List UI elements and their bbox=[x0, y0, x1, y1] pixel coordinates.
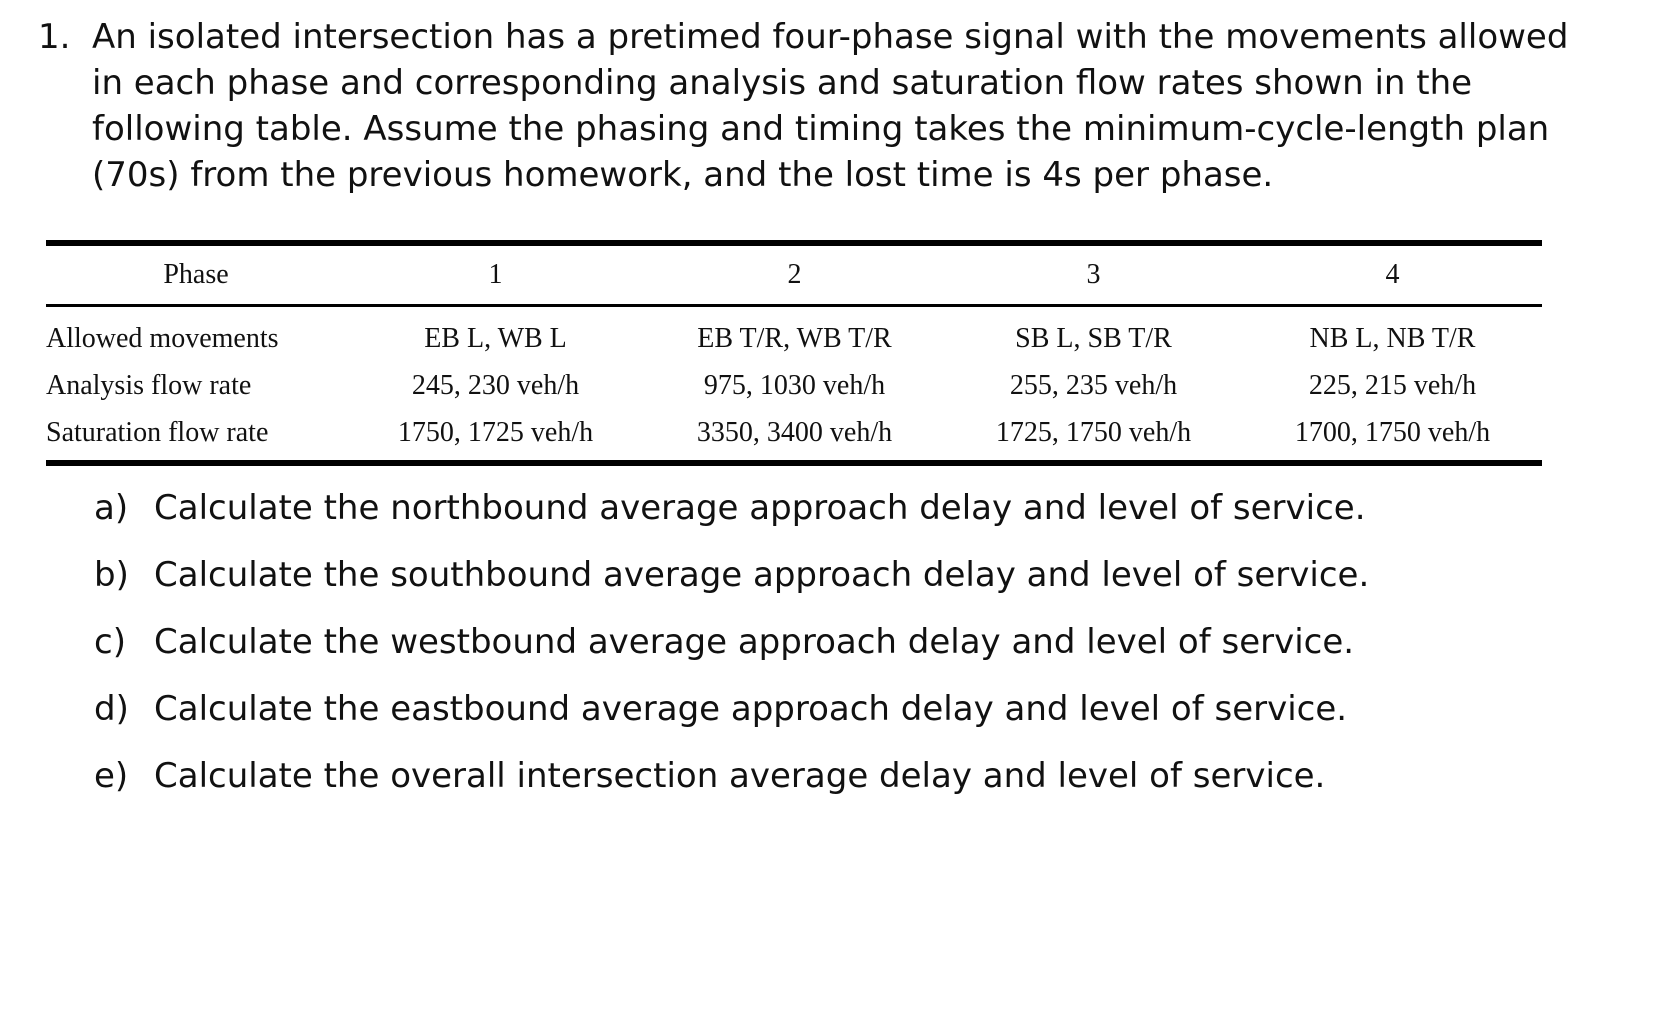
table-row-saturation-flow-rate bbox=[46, 409, 1542, 463]
table-cell: 225, 215 veh/h bbox=[1308, 369, 1477, 401]
table-header-phase-2: 2 bbox=[787, 259, 802, 290]
row-label: Analysis flow rate bbox=[46, 369, 252, 401]
question-text: Calculate the westbound average approach delay and level of service. bbox=[154, 622, 1355, 662]
question-item-b bbox=[94, 552, 1369, 619]
question-letter: d) bbox=[94, 689, 129, 729]
question-item-a bbox=[94, 485, 1369, 552]
table-cell: SB L, SB T/R bbox=[1015, 322, 1172, 354]
table-cell: 1725, 1750 veh/h bbox=[995, 416, 1192, 448]
table-cell: EB L, WB L bbox=[424, 322, 567, 354]
question-text: Calculate the southbound average approach delay and level of service. bbox=[154, 555, 1370, 595]
table-row-analysis-flow-rate bbox=[46, 362, 1542, 409]
table-cell: 975, 1030 veh/h bbox=[703, 369, 886, 401]
table-cell: 245, 230 veh/h bbox=[411, 369, 580, 401]
question-letter: c) bbox=[94, 622, 126, 662]
question-text: Calculate the overall intersection average delay and level of service. bbox=[154, 756, 1326, 796]
problem-number: 1. bbox=[38, 17, 71, 57]
table-cell: NB L, NB T/R bbox=[1309, 322, 1476, 354]
table-header-phase-label: Phase bbox=[163, 259, 229, 290]
question-item-e bbox=[94, 753, 1369, 820]
question-text: Calculate the northbound average approach delay and level of service. bbox=[154, 488, 1366, 528]
table-cell: 3350, 3400 veh/h bbox=[696, 416, 893, 448]
question-item-c bbox=[94, 619, 1369, 686]
table-header-phase-3: 3 bbox=[1086, 259, 1101, 290]
table-cell: EB T/R, WB T/R bbox=[697, 322, 892, 354]
table-header-row bbox=[46, 243, 1542, 306]
row-label: Saturation flow rate bbox=[46, 416, 269, 448]
table-row-allowed-movements bbox=[46, 306, 1542, 363]
question-letter: e) bbox=[94, 756, 129, 796]
table-cell: 255, 235 veh/h bbox=[1009, 369, 1178, 401]
question-item-d bbox=[94, 686, 1369, 753]
question-text: Calculate the eastbound average approach delay and level of service. bbox=[154, 689, 1348, 729]
question-letter: a) bbox=[94, 488, 129, 528]
problem-text: An isolated intersection has a pretimed four-phase signal with the movements allowed in each phase and corresponding analysis and saturation flow rates shown in the following table. Assume the phasing and timing takes the minimum-cycle-length plan (70s) from the previous homework, and the lost time is 4s per phase. bbox=[92, 17, 1569, 195]
phase-table bbox=[46, 240, 1542, 466]
table-header-phase-1: 1 bbox=[488, 259, 503, 290]
table-header-phase-4: 4 bbox=[1385, 259, 1400, 290]
question-list bbox=[94, 485, 1369, 820]
problem-statement bbox=[38, 14, 1618, 198]
table-cell: 1750, 1725 veh/h bbox=[397, 416, 594, 448]
table-cell: 1700, 1750 veh/h bbox=[1294, 416, 1491, 448]
question-letter: b) bbox=[94, 555, 129, 595]
row-label: Allowed movements bbox=[46, 322, 279, 354]
